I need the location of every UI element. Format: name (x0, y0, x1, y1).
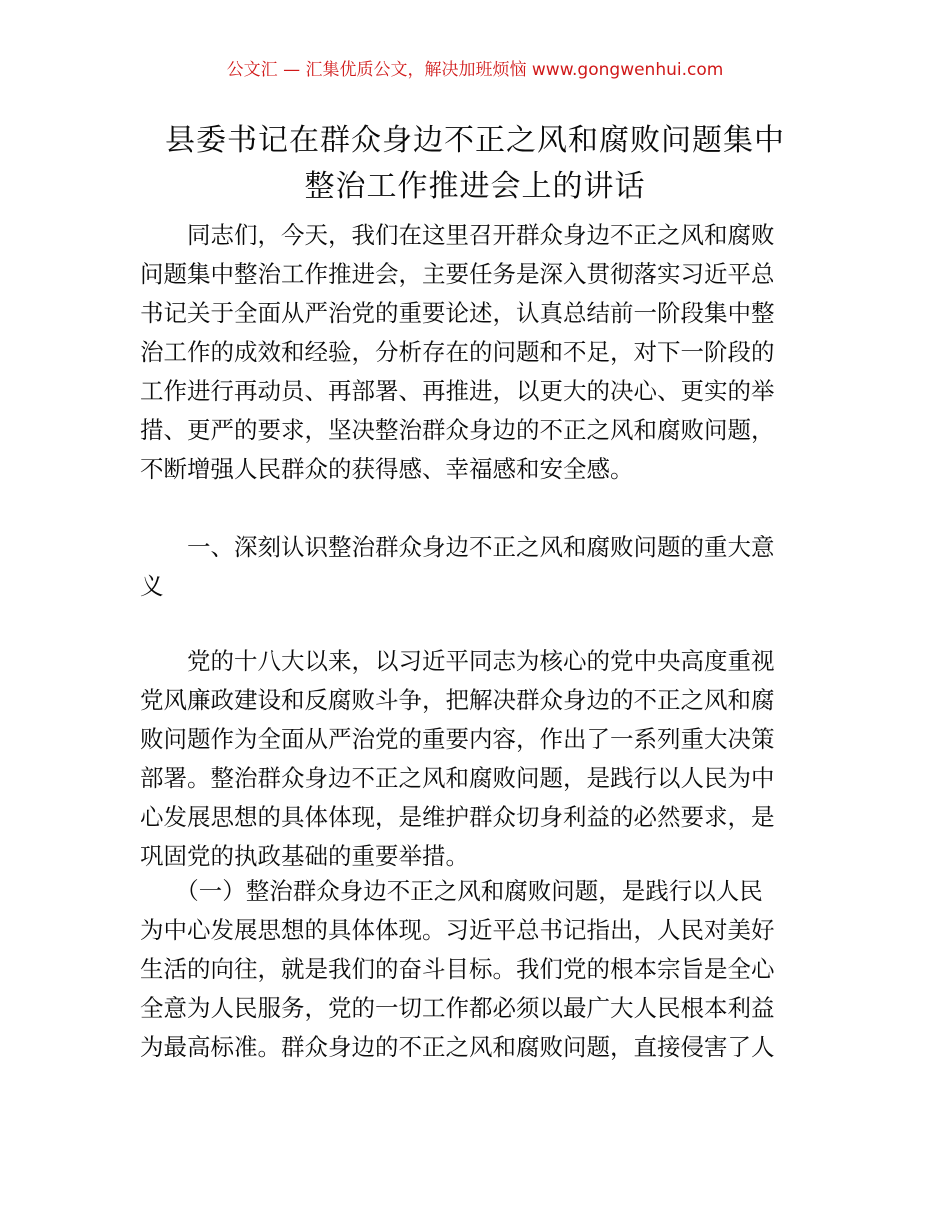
text-line: 治工作的成效和经验，分析存在的问题和不足，对下一阶段的 (140, 338, 775, 366)
text-line: 问题集中整治工作推进会，主要任务是深入贯彻落实习近平总 (140, 260, 775, 288)
text-line: （一）整治群众身边不正之风和腐败问题，是践行以人民 (140, 877, 763, 905)
paragraph-opening (140, 216, 812, 489)
document-title (100, 118, 850, 210)
text-line: 不断增强人民群众的获得感、幸福感和安全感。 (140, 455, 634, 483)
text-line: 同志们，今天，我们在这里召开群众身边不正之风和腐败 (140, 221, 775, 249)
header-banner: 公文汇 — 汇集优质公文，解决加班烦恼 www.gongwenhui.com (226, 60, 724, 80)
text-line: 生活的向往，就是我们的奋斗目标。我们党的根本宗旨是全心 (140, 955, 775, 983)
text-line: 措、更严的要求，坚决整治群众身边的不正之风和腐败问题， (140, 416, 775, 444)
paragraph-section-1-intro (140, 642, 812, 876)
text-line: 部署。整治群众身边不正之风和腐败问题，是践行以人民为中 (140, 764, 775, 792)
text-line: 党风廉政建设和反腐败斗争，把解决群众身边的不正之风和腐 (140, 686, 775, 714)
text-line: 败问题作为全面从严治党的重要内容，作出了一系列重大决策 (140, 725, 775, 753)
title-line: 整治工作推进会上的讲话 (304, 169, 646, 204)
text-line: 党的十八大以来，以习近平同志为核心的党中央高度重视 (140, 647, 775, 675)
text-line: 全意为人民服务，党的一切工作都必须以最广大人民根本利益 (140, 994, 775, 1022)
text-line: 巩固党的执政基础的重要举措。 (140, 842, 469, 870)
section-heading-1 (140, 528, 812, 606)
text-line: 义 (140, 572, 164, 600)
text-line: 心发展思想的具体体现，是维护群众切身利益的必然要求，是 (140, 803, 775, 831)
paragraph-subsection-1 (140, 872, 812, 1067)
text-line: 工作进行再动员、再部署、再推进，以更大的决心、更实的举 (140, 377, 775, 405)
text-line: 书记关于全面从严治党的重要论述，认真总结前一阶段集中整 (140, 299, 775, 327)
text-line: 为中心发展思想的具体体现。习近平总书记指出，人民对美好 (140, 916, 775, 944)
text-line: 一、深刻认识整治群众身边不正之风和腐败问题的重大意 (140, 533, 775, 561)
title-line: 县委书记在群众身边不正之风和腐败问题集中 (165, 123, 785, 158)
text-line: 为最高标准。群众身边的不正之风和腐败问题，直接侵害了人 (140, 1033, 775, 1061)
